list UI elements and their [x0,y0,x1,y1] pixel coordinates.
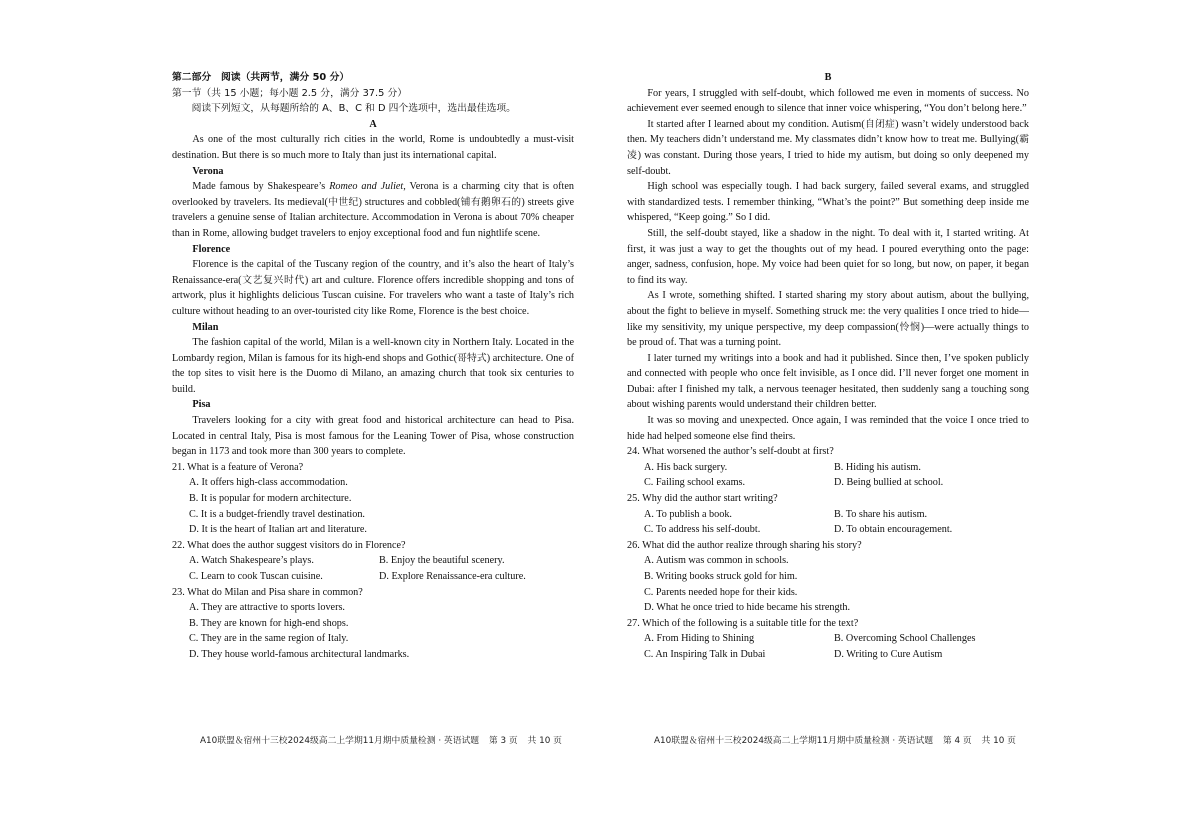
passage-b-paragraph-7: It was so moving and unexpected. Once again, I was reminded that the voice I once tried to hide had helped someone else find theirs. [627,415,1029,442]
verona-heading: Verona [192,165,224,177]
option-a: A. They are attractive to sports lovers. [189,602,345,614]
option-b: B. Enjoy the beautiful scenery. [379,555,505,567]
option-b: B. Hiding his autism. [834,461,921,473]
option-c: C. Failing school exams. [644,477,746,489]
option-a: A. His back surgery. [644,461,728,473]
right-page-footer [654,733,1023,746]
passage-b-paragraph-1: For years, I struggled with self-doubt, which followed me even in moments of success. No achievement ever seemed enough to silence that inner voice whispering, “You don’t belong here.” [627,87,1029,115]
option-d: D. It is the heart of Italian art and literature. [189,524,367,536]
left-page-footer [200,733,569,746]
question-stem: 27. Which of the following is a suitable title for the text? [627,617,859,629]
option-d: D. Being bullied at school. [834,477,944,489]
option-b: B. Overcoming School Challenges [834,633,976,645]
option-a: A. To publish a book. [644,508,732,520]
florence-paragraph: Florence is the capital of the Tuscany region of the country, and it’s also the heart of Italy’s Renaissance-era(文艺复兴时代) art and culture. Florence offers incredible shopping and tons of artwork, plus it highlights delicious Tuscan cuisine. For travelers who want a taste of Italy’s rich culture without heading to an over-touristed city like Rome, Florence is the best choice. [172,259,574,317]
question-stem: 24. What worsened the author’s self-doubt at first? [627,446,834,458]
option-a: A. Autism was common in schools. [644,555,789,567]
instruction: 阅读下列短文，从每题所给的 A、B、C 和 D 四个选项中，选出最佳选项。 [191,103,516,115]
footer-exam-name: A10联盟＆宿州十三校2024级高二上学期11月期中质量检测 · 英语试题 [200,736,480,746]
question-stem: 21. What is a feature of Verona? [172,461,304,473]
question-21 [172,460,574,538]
verona-paragraph: Made famous by Shakespeare’s Romeo and Juliet, Verona is a charming city that is often overlooked by travelers. Its medieval(中世纪) structures and cobbled(铺有鹅卵石的) streets give travelers a genuine sense of Italian architecture. Accommodation in Verona is about 70% cheaper than in Rome, allowing budget travelers to enjoy exceptional food and fun nightlife scene. [172,181,574,239]
option-a: A. It offers high-class accommodation. [189,477,348,489]
left-page-column [172,70,574,663]
option-c: C. Parents needed hope for their kids. [644,586,798,598]
footer-page-number: 第 3 页 [488,736,518,746]
option-c: C. Learn to cook Tuscan cuisine. [189,571,323,582]
option-d: D. To obtain encouragement. [834,524,953,536]
option-b: B. Writing books struck gold for him. [644,571,798,582]
option-b: B. To share his autism. [834,508,928,520]
passage-a-title: A [369,118,377,130]
passage-b-paragraph-3: High school was especially tough. I had back surgery, failed several exams, and struggled with standardized tests. I remember thinking, “What’s the point?” But something deep inside me whispered, “Keep going.” So I did. [627,181,1029,224]
option-d: D. They house world-famous architectural landmarks. [189,648,410,660]
pisa-heading: Pisa [192,399,211,411]
footer-total-pages: 共 10 页 [527,736,562,746]
passage-b-paragraph-4: Still, the self-doubt stayed, like a shadow in the night. To deal with it, I started writing. At first, it was just a way to get the thoughts out of my head. I poured everything onto the page: anger, sadness, confusion, hope. My voice had been quiet for so long, but now, on paper, it began to find its way. [627,227,1029,286]
question-25 [627,491,1029,538]
option-a: A. Watch Shakespeare’s plays. [189,555,314,567]
footer-page-number: 第 4 页 [942,736,972,746]
option-d: D. Explore Renaissance-era culture. [379,571,526,582]
option-c: C. An Inspiring Talk in Dubai [644,648,766,660]
footer-total-pages: 共 10 页 [981,736,1016,746]
option-d: D. What he once tried to hide became his strength. [644,602,851,614]
footer-exam-name: A10联盟＆宿州十三校2024级高二上学期11月期中质量检测 · 英语试题 [654,736,934,746]
subsection-header: 第一节（共 15 小题；每小题 2.5 分，满分 37.5 分） [172,87,408,99]
option-a: A. From Hiding to Shining [644,633,755,645]
passage-b-title: B [824,72,832,83]
option-c: C. To address his self-doubt. [644,524,761,536]
option-d: D. Writing to Cure Autism [834,648,943,660]
option-b: B. It is popular for modern architecture. [189,493,352,505]
question-24 [627,444,1029,491]
passage-b-paragraph-5: As I wrote, something shifted. I started sharing my story about autism, about the bullying, about the fight to believe in myself. Something struck me: the very qualities I once tried to hide—like my sensitivity, my unique perspective, my deep compassion(怜悯)—were actually things to be proud of. That was a turning point. [627,290,1030,349]
question-27 [627,616,1029,663]
passage-b-paragraph-2: It started after I learned about my condition. Autism(自闭症) wasn’t widely understood back then. My teachers didn’t understand me. My classmates didn’t know how to treat me. Bullying(霸凌) was constant. During those years, I tried to hide my autism, but doing so only deepened my self-doubt. [627,118,1029,177]
passage-a-intro: As one of the most culturally rich cities in the world, Rome is undoubtedly a must-visit destination. But there is so much more to Italy than just its international capital. [172,134,574,161]
right-page-column [627,70,1029,663]
question-stem: 22. What does the author suggest visitors do in Florence? [172,539,406,551]
question-22 [172,538,574,585]
question-stem: 25. Why did the author start writing? [627,493,778,505]
question-stem: 26. What did the author realize through sharing his story? [627,539,862,551]
florence-heading: Florence [192,243,231,255]
milan-paragraph: The fashion capital of the world, Milan is a well-known city in Northern Italy. Located in the Lombardy region, Milan is famous for its high-end shops and Gothic(哥特式) architecture. One of the top sites to visit here is the Duomo di Milano, an amazing church that took six centuries to build. [172,337,574,395]
option-c: C. It is a budget-friendly travel destination. [189,508,365,520]
question-26 [627,538,1029,616]
question-23 [172,585,574,663]
passage-b-paragraph-6: I later turned my writings into a book and had it published. Since then, I’ve spoken publicly and connected with people who once felt invisible, as I once did. I’ll never forget one moment in Dubai: after I finished my talk, a nervous teenager hesitated, then suddenly sang a touching song about wishing parents would understand their children better. [627,352,1029,411]
milan-heading: Milan [192,321,219,333]
pisa-paragraph: Travelers looking for a city with great food and historical architecture can head to Pisa. Located in central Italy, Pisa is most famous for the Leaning Tower of Pisa, whose construction began in 1173 and took more than 300 years to complete. [172,415,574,458]
option-c: C. They are in the same region of Italy. [189,633,349,645]
option-b: B. They are known for high-end shops. [189,617,349,629]
question-stem: 23. What do Milan and Pisa share in common? [172,586,363,598]
section-header: 第二部分 阅读（共两节，满分 50 分） [172,72,350,83]
